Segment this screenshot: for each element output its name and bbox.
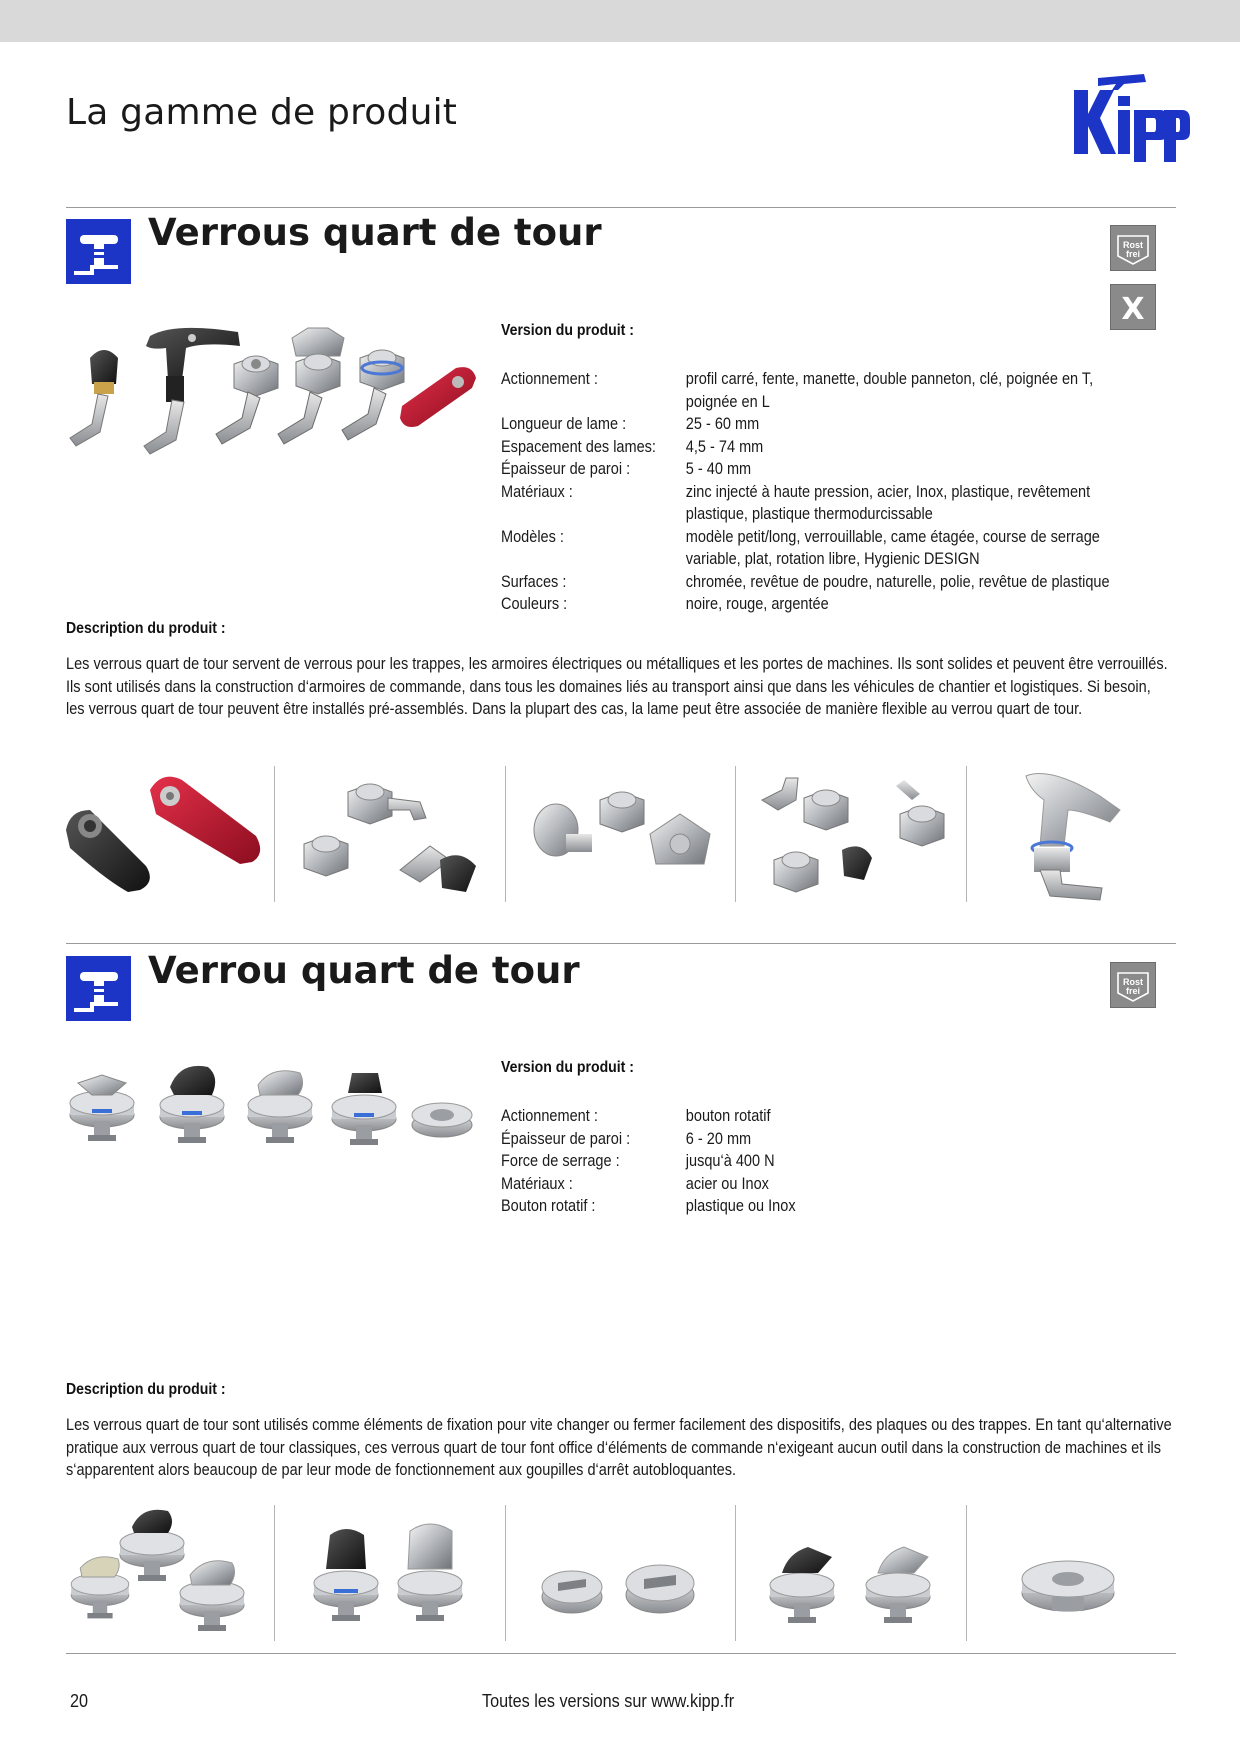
version-label: Version du produit : [501, 1059, 634, 1076]
kipp-logo [1068, 70, 1190, 168]
spec-row [501, 1195, 1152, 1218]
divider [66, 207, 1176, 208]
spec-value: modèle petit/long, verrouillable, came étagée, course de serrage variable, plat, rotation libre, Hygienic DESIGN [685, 527, 1100, 568]
spec-row [501, 571, 1152, 594]
spec-value: chromée, revêtue de poudre, naturelle, polie, revêtue de plastique [685, 572, 1110, 591]
spec-value: noire, rouge, argentée [685, 595, 829, 613]
gallery-image [990, 1505, 1180, 1641]
spec-value: profil carré, fente, manette, double panneton, clé, poignée en T, poignée en L [685, 370, 1094, 411]
spec-row [501, 526, 1152, 571]
gallery-divider [735, 1505, 736, 1641]
rostfrei-badge-icon [1110, 225, 1156, 271]
gallery-image [290, 770, 490, 900]
spec-row [501, 436, 1152, 459]
spec-key: Modèles : [501, 527, 564, 546]
gallery-image [752, 770, 952, 900]
gallery-divider [274, 766, 275, 902]
svg-text:Rost: Rost [1123, 240, 1143, 250]
svg-text:Rost: Rost [1123, 977, 1143, 987]
spec-row [501, 1150, 1152, 1173]
spec-row [501, 1173, 1152, 1196]
spec-value: zinc injecté à haute pression, acier, Inox, plastique, revêtement plastique, plastique thermodurcissable [685, 482, 1091, 523]
page-title: La gamme de produit [66, 92, 458, 133]
spec-key: Longueur de lame : [501, 415, 627, 433]
spec-key: Espacement des lames: [501, 437, 656, 456]
x-badge-icon [1110, 284, 1156, 330]
gallery-divider [966, 1505, 967, 1641]
gallery-image [990, 766, 1180, 902]
spec-row [501, 1128, 1152, 1151]
product-description: Les verrous quart de tour sont utilisés comme éléments de fixation pour vite changer ou fermer facilement des dispositifs, des plaques ou des trappes. En tant qu‘alternative pratique aux verrous quart de tour classiques, ces verrous quart de tour font office d‘éléments de commande n‘exigeant aucun outil dans la construction de machines et ils s‘apparentent alors beaucoup de par leur mode de fonctionnement aux goupilles d‘arrêt autobloquantes. [66, 1416, 1172, 1479]
top-bar [0, 0, 1240, 42]
page-number: 20 [70, 1691, 89, 1711]
spec-key: Bouton rotatif : [501, 1197, 596, 1215]
divider [66, 1653, 1176, 1654]
gallery-image [752, 1505, 957, 1641]
spec-key: Couleurs : [501, 595, 568, 613]
spec-table [501, 1105, 1152, 1218]
spec-value: 5 - 40 mm [685, 460, 752, 478]
product-image-locks [66, 312, 486, 472]
spec-key: Épaisseur de paroi : [501, 1129, 631, 1148]
gallery-image [520, 1505, 725, 1641]
spec-row [501, 413, 1152, 436]
spec-key: Matériaux : [501, 1174, 573, 1193]
spec-value: 25 - 60 mm [685, 415, 760, 433]
gallery-image [290, 1505, 495, 1641]
gallery-image [62, 1505, 267, 1641]
section-title: Verrous quart de tour [148, 211, 602, 254]
spec-value: bouton rotatif [685, 1107, 771, 1125]
quarter-turn-lock-icon [66, 219, 131, 284]
gallery-divider [505, 766, 506, 902]
product-image-quarter-turn [62, 1055, 482, 1175]
rostfrei-badge-icon [1110, 962, 1156, 1008]
spec-value: 6 - 20 mm [685, 1129, 752, 1148]
spec-row [501, 481, 1152, 526]
spec-row [501, 458, 1152, 481]
spec-table [501, 368, 1152, 616]
gallery-image [66, 770, 266, 900]
divider [66, 943, 1176, 944]
svg-text:frei: frei [1125, 249, 1141, 259]
spec-row [501, 1105, 1152, 1128]
spec-key: Actionnement : [501, 370, 598, 388]
spec-value: 4,5 - 74 mm [685, 437, 764, 456]
spec-row [501, 368, 1152, 413]
section-title: Verrou quart de tour [148, 949, 580, 992]
description-label: Description du produit : [66, 1381, 226, 1398]
gallery-divider [966, 766, 967, 902]
spec-value: jusqu‘à 400 N [685, 1152, 775, 1170]
spec-key: Épaisseur de paroi : [501, 460, 631, 478]
product-description: Les verrous quart de tour servent de verrous pour les trappes, les armoires électriques ou métalliques et les portes de machines. Ils sont solides et peuvent être verrouillés. Ils sont utilisés dans la construction d‘armoires de commande, dans tous les domaines liés au transport ainsi que dans les véhicules de chantier et logistiques. Si besoin, les verrous quart de tour peuvent être installés pré-assemblés. Dans la plupart des cas, la lame peut être associée de manière flexible au verrou quart de tour. [66, 655, 1168, 718]
quarter-turn-lock-icon [66, 956, 131, 1021]
gallery-divider [735, 766, 736, 902]
svg-text:X: X [1121, 292, 1145, 327]
footer-link[interactable]: Toutes les versions sur www.kipp.fr [482, 1691, 735, 1711]
description-label: Description du produit : [66, 620, 226, 637]
spec-key: Surfaces : [501, 572, 567, 591]
spec-value: acier ou Inox [685, 1174, 769, 1193]
version-label: Version du produit : [501, 322, 634, 339]
gallery-divider [505, 1505, 506, 1641]
gallery-divider [274, 1505, 275, 1641]
spec-key: Force de serrage : [501, 1152, 620, 1170]
gallery-image [520, 770, 720, 900]
spec-key: Matériaux : [501, 482, 573, 501]
spec-key: Actionnement : [501, 1107, 598, 1125]
spec-value: plastique ou Inox [685, 1197, 796, 1215]
svg-text:frei: frei [1125, 986, 1141, 996]
spec-row [501, 593, 1152, 616]
